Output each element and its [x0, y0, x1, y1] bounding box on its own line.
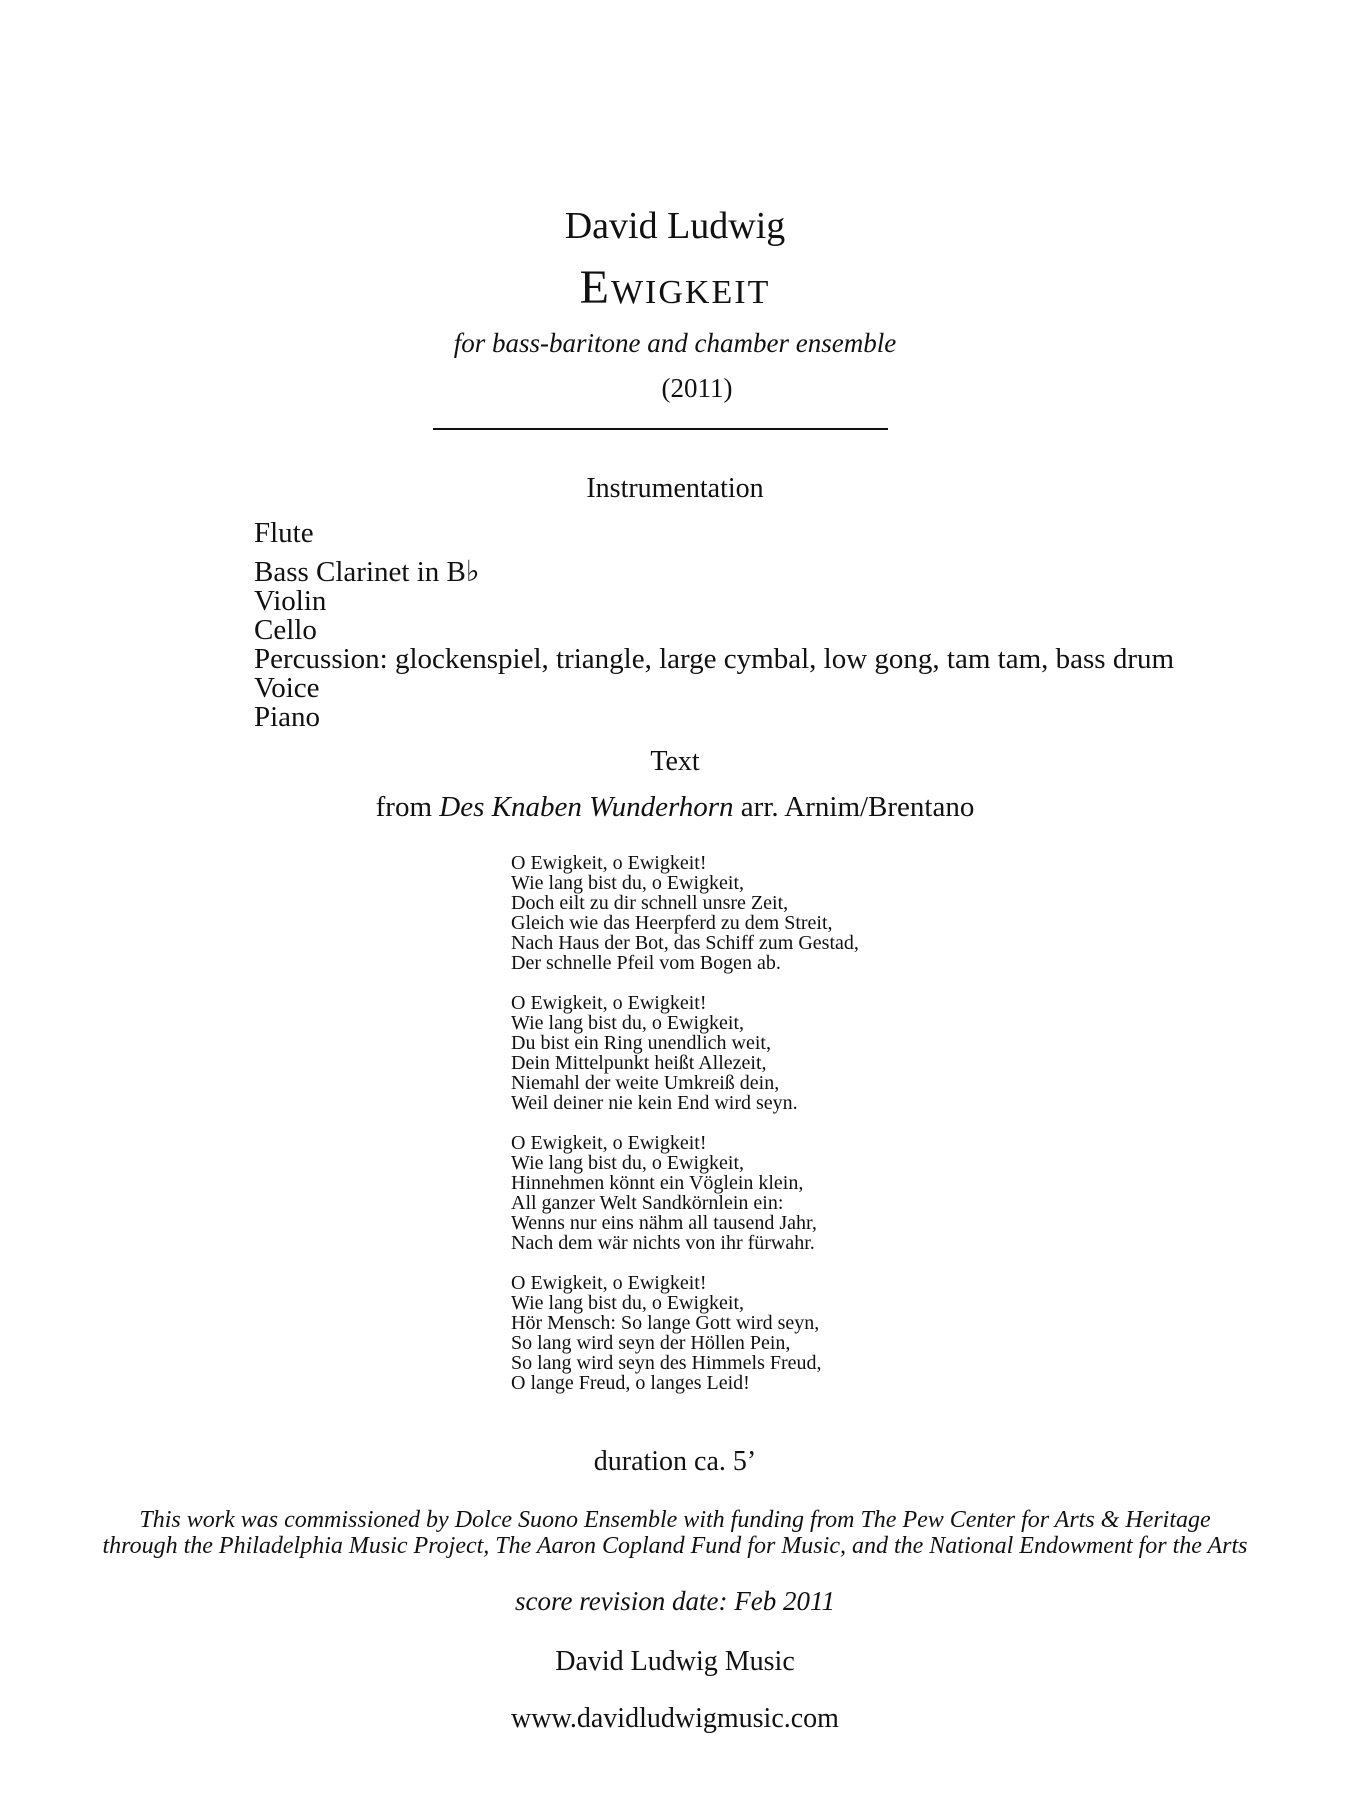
instrument-item: Percussion: glockenspiel, triangle, large cymbal, low gong, tam tam, bass drum	[254, 643, 1175, 675]
instrument-item: Piano	[254, 701, 321, 733]
poem-line: O Ewigkeit, o Ewigkeit!	[511, 1272, 707, 1294]
source-suffix: arr. Arnim/Brentano	[733, 791, 975, 823]
poem-line: O Ewigkeit, o Ewigkeit!	[511, 992, 707, 1014]
poem-line: Niemahl der weite Umkreiß dein,	[511, 1072, 780, 1094]
poem-text	[511, 853, 859, 1413]
instrument-item: Violin	[254, 585, 327, 617]
poem-line: Hinnehmen könnt ein Vöglein klein,	[511, 1172, 804, 1194]
instrument-item: Bass Clarinet in B♭	[254, 556, 480, 588]
poem-line: Wie lang bist du, o Ewigkeit,	[511, 1152, 745, 1174]
revision-date: score revision date: Feb 2011	[515, 1586, 835, 1616]
poem-line: Der schnelle Pfeil vom Bogen ab.	[511, 952, 781, 974]
instrumentation-list	[254, 519, 1174, 732]
title-divider	[433, 428, 888, 430]
poem-stanza	[511, 1133, 859, 1253]
poem-line: O lange Freud, o langes Leid!	[511, 1372, 750, 1394]
poem-line: Nach dem wär nichts von ihr fürwahr.	[511, 1232, 815, 1254]
commission-note	[0, 1507, 1350, 1559]
poem-line: Du bist ein Ring unendlich weit,	[511, 1032, 771, 1054]
poem-line: O Ewigkeit, o Ewigkeit!	[511, 852, 707, 874]
poem-line: So lang wird seyn des Himmels Freud,	[511, 1352, 822, 1374]
poem-line: All ganzer Welt Sandkörnlein ein:	[511, 1192, 784, 1214]
text-source	[0, 787, 1350, 827]
text-heading: Text	[650, 746, 700, 777]
source-prefix: from	[375, 791, 440, 823]
work-subtitle: for bass-baritone and chamber ensemble	[453, 328, 897, 358]
poem-line: Wie lang bist du, o Ewigkeit,	[511, 1012, 745, 1034]
commission-line: This work was commissioned by Dolce Suono Ensemble with funding from The Pew Center for Arts & Heritage	[139, 1507, 1211, 1533]
instrumentation-heading: Instrumentation	[586, 473, 764, 504]
poem-stanza	[511, 1273, 859, 1393]
instrument-item: Cello	[254, 614, 317, 646]
poem-line: Doch eilt zu dir schnell unsre Zeit,	[511, 892, 789, 914]
composer-name: David Ludwig	[564, 205, 786, 247]
publisher-name: David Ludwig Music	[555, 1646, 795, 1677]
source-title: Des Knaben Wunderhorn	[439, 791, 734, 823]
work-year: (2011)	[661, 373, 733, 403]
poem-stanza	[511, 993, 859, 1113]
instrument-item: Voice	[254, 672, 320, 704]
duration: duration ca. 5’	[593, 1446, 757, 1477]
poem-line: Wie lang bist du, o Ewigkeit,	[511, 872, 745, 894]
work-title: Ewigkeit	[579, 261, 771, 314]
poem-line: Wenns nur eins nähm all tausend Jahr,	[511, 1212, 817, 1234]
commission-line: through the Philadelphia Music Project, The Aaron Copland Fund for Music, and the National Endowment for the Arts	[102, 1533, 1248, 1559]
poem-stanza	[511, 853, 859, 973]
poem-line: Gleich wie das Heerpferd zu dem Streit,	[511, 912, 833, 934]
poem-line: Hör Mensch: So lange Gott wird seyn,	[511, 1312, 820, 1334]
poem-line: So lang wird seyn der Höllen Pein,	[511, 1332, 791, 1354]
poem-line: Wie lang bist du, o Ewigkeit,	[511, 1292, 745, 1314]
instrument-item: Flute	[254, 517, 314, 549]
poem-line: O Ewigkeit, o Ewigkeit!	[511, 1132, 707, 1154]
poem-line: Nach Haus der Bot, das Schiff zum Gestad,	[511, 932, 859, 954]
poem-line: Dein Mittelpunkt heißt Allezeit,	[511, 1052, 767, 1074]
website-url: www.davidludwigmusic.com	[511, 1703, 839, 1734]
poem-line: Weil deiner nie kein End wird seyn.	[511, 1092, 798, 1114]
